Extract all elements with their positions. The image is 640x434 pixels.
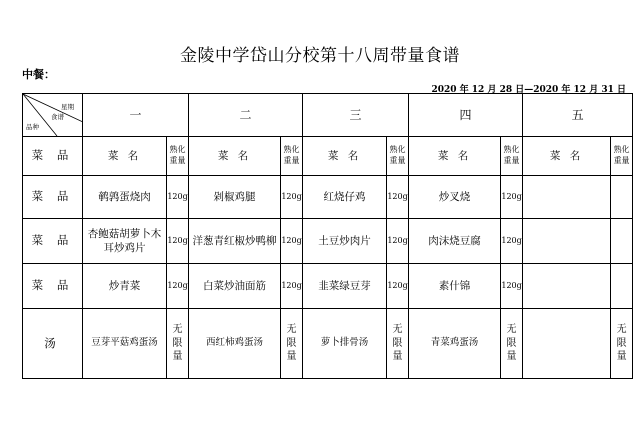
day-header: 四 — [409, 94, 523, 137]
soup-qty: 无 限 量 — [501, 309, 523, 379]
dish-name-header: 菜 名 — [303, 137, 387, 176]
dish-name: 洋葱青红椒炒鸭柳 — [189, 219, 281, 264]
qty-header: 熟化 重量 — [611, 137, 633, 176]
dish-name — [523, 176, 611, 219]
dish-qty: 120g — [167, 219, 189, 264]
corner-weekday-label: 星期 — [61, 103, 74, 111]
dish-name-header: 菜 名 — [409, 137, 501, 176]
row-category: 菜 品 — [23, 264, 83, 309]
dish-name: 杏鲍菇胡萝卜木耳炒鸡片 — [83, 219, 167, 264]
dish-name-header: 菜 名 — [189, 137, 281, 176]
soup-name: 青菜鸡蛋汤 — [409, 309, 501, 379]
dish-name-header: 菜 名 — [523, 137, 611, 176]
dish-name: 素什锦 — [409, 264, 501, 309]
qty-header: 熟化 重量 — [387, 137, 409, 176]
dish-row — [23, 219, 633, 264]
dish-qty: 120g — [167, 264, 189, 309]
dish-qty — [611, 176, 633, 219]
row-category: 菜 品 — [23, 176, 83, 219]
dish-name — [523, 264, 611, 309]
dish-qty — [611, 219, 633, 264]
soup-name: 豆芽平菇鸡蛋汤 — [83, 309, 167, 379]
soup-qty: 无 限 量 — [281, 309, 303, 379]
dish-qty: 120g — [501, 219, 523, 264]
dish-name: 白菜炒油面筋 — [189, 264, 281, 309]
dish-name: 剁椒鸡腿 — [189, 176, 281, 219]
dish-name: 鹌鹑蛋烧肉 — [83, 176, 167, 219]
corner-kind-label: 品种 — [26, 123, 39, 131]
dish-qty: 120g — [501, 176, 523, 219]
qty-header: 熟化 重量 — [167, 137, 189, 176]
corner-cell — [23, 94, 83, 137]
dish-row — [23, 176, 633, 219]
dish-qty: 120g — [281, 219, 303, 264]
day-header: 一 — [83, 94, 189, 137]
soup-name: 萝卜排骨汤 — [303, 309, 387, 379]
subheader-row — [23, 137, 633, 176]
meal-label: 中餐： — [22, 68, 55, 81]
date-range: 2020 年 12 月 28 日—2020 年 12 月 31 日 — [431, 85, 626, 95]
soup-name: 西红柿鸡蛋汤 — [189, 309, 281, 379]
soup-name — [523, 309, 611, 379]
corner-food-label: 食谱 — [51, 113, 64, 121]
dish-name: 炒叉烧 — [409, 176, 501, 219]
dish-qty: 120g — [387, 219, 409, 264]
row-category: 汤 — [23, 309, 83, 379]
soup-row — [23, 309, 633, 379]
dish-qty: 120g — [501, 264, 523, 309]
day-header: 三 — [303, 94, 409, 137]
day-header: 五 — [523, 94, 633, 137]
dish-qty: 120g — [387, 264, 409, 309]
soup-qty: 无 限 量 — [167, 309, 189, 379]
dish-name: 土豆炒肉片 — [303, 219, 387, 264]
dish-qty: 120g — [281, 264, 303, 309]
dish-name-header: 菜 名 — [83, 137, 167, 176]
dish-qty: 120g — [387, 176, 409, 219]
dish-qty: 120g — [167, 176, 189, 219]
qty-header: 熟化 重量 — [281, 137, 303, 176]
dish-qty: 120g — [281, 176, 303, 219]
menu-table — [22, 93, 633, 379]
qty-header: 熟化 重量 — [501, 137, 523, 176]
dish-qty — [611, 264, 633, 309]
row-category: 菜 品 — [23, 219, 83, 264]
category-header: 菜 品 — [23, 137, 83, 176]
dish-name: 炒青菜 — [83, 264, 167, 309]
page-title: 金陵中学岱山分校第十八周带量食谱 — [180, 46, 460, 66]
soup-qty: 无 限 量 — [387, 309, 409, 379]
day-header: 二 — [189, 94, 303, 137]
dish-row — [23, 264, 633, 309]
dish-name: 红烧仔鸡 — [303, 176, 387, 219]
soup-qty: 无 限 量 — [611, 309, 633, 379]
dish-name: 韭菜绿豆芽 — [303, 264, 387, 309]
dish-name — [523, 219, 611, 264]
dish-name: 肉沫烧豆腐 — [409, 219, 501, 264]
day-header-row — [23, 94, 633, 137]
